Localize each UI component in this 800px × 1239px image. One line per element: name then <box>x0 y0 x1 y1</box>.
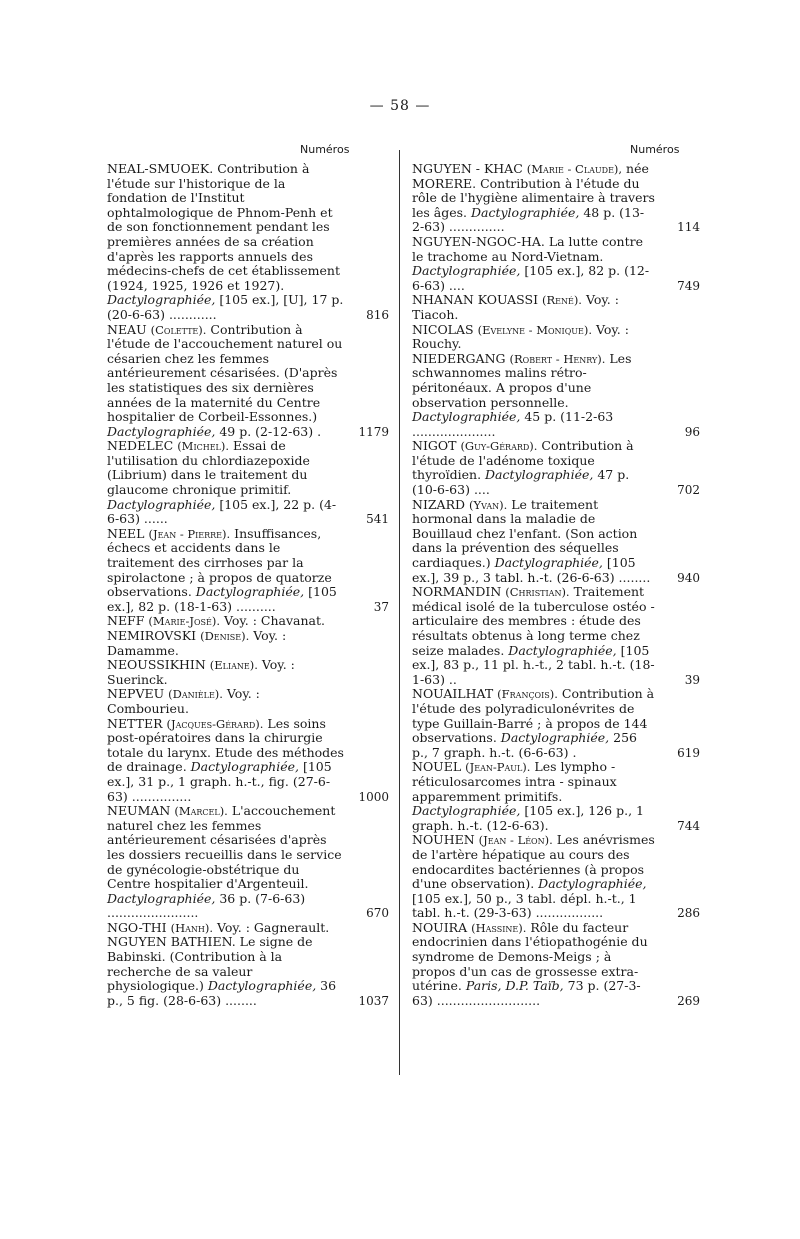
entry-author: NGUYEN - KHAC <box>412 161 523 176</box>
entry-number: 541 <box>366 512 389 527</box>
entry-title: Voy. : Damamme. <box>107 628 287 658</box>
entry-publication: Dactylographiée, <box>412 263 521 279</box>
entry-publication: Dactylographiée, <box>107 496 216 512</box>
entry-firstname: (Jacques-Gérard). <box>166 716 264 731</box>
bibliography-entry <box>412 293 700 322</box>
entry-title: Voy. : Combourieu. <box>107 686 260 716</box>
entry-title: Contribution à l'étude de l'accouchement naturel ou césarien chez les femmes antérieurement césarisées. (D'après les statistiques des six dernières années de la maternité du Centre hospitalier de Corbeil-Essonnes.) <box>107 321 343 425</box>
entry-publication: Dactylographiée, <box>195 584 305 600</box>
entry-author: NHANAN KOUASSI <box>412 292 539 308</box>
entry-author: NOUIRA <box>412 919 468 935</box>
entry-title: Rôle du facteur endocrinien dans l'étiopathogénie du syndrome de Demons-Meigs ; à propos d'un cas de grossesse extra-utérine. <box>412 919 648 994</box>
entry-author: NGUYEN BATHIEN. <box>107 934 236 950</box>
entry-details: 45 p. (11-2-63 ..................... <box>412 409 614 439</box>
bibliography-entry <box>412 498 700 586</box>
bibliography-entry <box>412 352 700 440</box>
entry-author: NOUHEN <box>412 832 475 848</box>
bibliography-entry <box>412 162 700 235</box>
entry-publication: Dactylographiée, <box>494 555 603 571</box>
entry-author: NICOLAS <box>412 321 474 337</box>
entry-title: L'accouchement naturel chez les femmes antérieurement césarisées d'après les dossiers recueillis dans le service de gynécologie-obstétrique du Centre hospitalier d'Argenteuil. <box>107 803 342 892</box>
entry-firstname: (Guy-Gérard). <box>460 439 538 454</box>
entry-title: Voy. : Gagnerault. <box>213 919 330 935</box>
entry-firstname: (Yvan). <box>469 497 508 512</box>
bibliography-entry <box>107 527 389 615</box>
entry-publication: Dactylographiée, <box>107 890 216 906</box>
entry-publication: Paris, D.P. Taïb, <box>465 978 564 994</box>
entry-details: 48 p. (13-2-63) .............. <box>412 204 645 235</box>
entry-author: NORMANDIN <box>412 584 502 600</box>
entry-title: Contribution à l'étude de l'adénome toxique thyroïdien. <box>412 438 634 483</box>
bibliography-entry <box>412 760 700 833</box>
entry-details: [105 ex.], [U], 17 p. (20-6-63) ............ <box>107 292 344 322</box>
entry-details: 73 p. (27-3-63) .......................... <box>412 978 641 1008</box>
entry-author: NEEL <box>107 525 145 541</box>
entry-firstname: (Jean - Pierre). <box>148 526 231 541</box>
entry-author: NOUEL <box>412 759 462 775</box>
entry-title: Les lympho - réticulosarcomes intra - spinaux apparemment primitifs. <box>412 759 617 804</box>
entry-firstname: (Marie - Claude), <box>526 162 623 176</box>
entry-number: 39 <box>684 672 700 687</box>
entry-firstname: (René). <box>542 293 582 308</box>
entry-author: NEDELEC <box>107 438 174 454</box>
entry-title: Essai de l'utilisation du chlordiazepoxide (Librium) dans le traitement du glaucome chronique primitif. <box>107 438 310 498</box>
entry-number: 1000 <box>358 789 389 804</box>
bibliography-entry <box>412 687 700 760</box>
entry-firstname: (Evelyne - Monique). <box>477 322 592 337</box>
entry-title: Les anévrismes de l'artère hépatique au cours des endocardites bactériennes (à propos d'une observation). <box>412 832 655 892</box>
bibliography-entry <box>107 323 389 440</box>
entry-title: Contribution à l'étude des polyradiculonévrites de type Guillain-Barré ; à propos de 144 observations. <box>412 686 655 746</box>
left-column <box>107 162 389 1008</box>
entry-title: Les soins post-opératoires dans la chirurgie totale du larynx. Etude des méthodes de drainage. <box>107 715 344 775</box>
entry-firstname: (Hassine). <box>471 920 527 935</box>
entry-details: 36 p., 5 fig. (28-6-63) ........ <box>107 978 337 1008</box>
entry-firstname: (Hanh). <box>170 920 213 935</box>
column-divider <box>399 150 400 1075</box>
bibliography-entry <box>412 439 700 497</box>
entry-number: 37 <box>373 599 389 614</box>
entry-title: Le traitement hormonal dans la maladie de Bouillaud chez l'enfant. (Son action dans la prévention des séquelles cardiaques.) <box>412 496 638 571</box>
entry-firstname: (Jean-Paul). <box>465 760 531 775</box>
entry-firstname: (Christian). <box>505 585 570 600</box>
entry-title: Insuffisances, échecs et accidents dans le traitement des cirrhoses par la spirolactone ; à propos de quatorze observations. <box>107 525 332 600</box>
entry-details: [105 ex.], 39 p., 3 tabl. h.-t. (26-6-63) ........ <box>412 555 651 585</box>
entry-number: 1179 <box>358 424 389 439</box>
entry-title: Voy. : Tiacoh. <box>412 292 619 322</box>
bibliography-entry <box>412 323 700 352</box>
entry-title: Voy. : Chavanat. <box>220 613 325 629</box>
bibliography-entry <box>107 629 389 658</box>
entry-details: [105 ex.], 31 p., 1 graph. h.-t., fig. (27-6-63) ............... <box>107 759 332 804</box>
entry-publication: Dactylographiée, <box>471 204 580 220</box>
entry-publication: Dactylographiée, <box>107 292 216 308</box>
entry-number: 744 <box>677 818 700 833</box>
entry-firstname: (Marie-José). <box>148 614 220 629</box>
entry-publication: Dactylographiée, <box>485 467 594 483</box>
entry-number: 670 <box>366 906 389 921</box>
entry-firstname: (Michel). <box>177 439 230 454</box>
entry-title: La lutte contre le trachome au Nord-Vietnam. <box>412 233 643 264</box>
entry-author: NIZARD <box>412 496 466 512</box>
bibliography-entry <box>412 921 700 1009</box>
entry-publication: Dactylographiée, <box>107 423 216 439</box>
entry-publication: Dactylographiée, <box>538 876 647 892</box>
entry-details: 47 p. (10-6-63) .... <box>412 467 630 498</box>
entry-firstname: (Danièle). <box>168 687 223 702</box>
entry-title: Les schwannomes malins rétro-péritonéaux. A propos d'une observation personnelle. <box>412 350 632 410</box>
entry-details: 49 p. (2-12-63) . <box>215 423 322 439</box>
bibliography-entry <box>412 833 700 921</box>
entry-details: [105 ex.], 22 p. (4-6-63) ...... <box>107 496 337 527</box>
entry-title: Traitement médical isolé de la tuberculose ostéo - articulaire des membres : étude des résultats obtenus à long terme chez seize malades. <box>412 584 655 658</box>
entry-author: NEAL-SMUOEK. <box>107 161 214 176</box>
entry-author: NEPVEU <box>107 686 165 702</box>
entry-title: Le signe de Babinski. (Contribution à la recherche de sa valeur physiologique.) <box>107 934 313 994</box>
entry-details: 36 p. (7-6-63) ....................... <box>107 890 306 921</box>
entry-title: Contribution à l'étude sur l'historique de la fondation de l'Institut ophtalmologique de Phnom-Penh et de son fonctionnement pendant les premières années de sa création d'après les rapports annuels des médecins-chefs de cet établissement (1924, 1925, 1926 et 1927). <box>107 161 340 293</box>
bibliography-entry <box>107 935 389 1008</box>
right-column <box>412 162 700 1008</box>
entry-firstname: (Colette). <box>150 322 207 337</box>
entry-firstname: (Jean - Léon). <box>478 833 553 848</box>
bibliography-entry <box>107 614 389 629</box>
entry-author: NEAU <box>107 321 147 337</box>
entry-number: 96 <box>684 424 700 439</box>
entry-author: NEOUSSIKHIN <box>107 657 206 673</box>
bibliography-entry <box>107 439 389 527</box>
right-column-heading: Numéros <box>630 143 680 156</box>
entry-number: 1037 <box>358 993 389 1008</box>
entry-firstname: (François). <box>497 687 558 702</box>
entry-author: NEUMAN <box>107 803 171 819</box>
bibliography-entry <box>107 687 389 716</box>
bibliography-entry <box>412 585 700 687</box>
entry-number: 286 <box>677 906 700 921</box>
entry-publication: Dactylographiée, <box>508 642 617 658</box>
entry-publication: Dactylographiée, <box>207 978 317 994</box>
entry-details: [105 ex.], 83 p., 11 pl. h.-t., 2 tabl. h.-t. (18-1-63) .. <box>412 642 655 687</box>
bibliography-entry <box>107 658 389 687</box>
entry-details: 256 p., 7 graph. h.-t. (6-6-63) . <box>412 730 637 760</box>
entry-details: [105 ex.], 82 p. (12-6-63) .... <box>412 263 650 293</box>
entry-author: NOUAILHAT <box>412 686 494 702</box>
entry-author: NGUYEN-NGOC-HA. <box>412 233 545 249</box>
entry-publication: Dactylographiée, <box>412 803 521 819</box>
entry-author: NEFF <box>107 613 145 629</box>
entry-title: Voy. : Rouchy. <box>412 321 629 352</box>
entry-publication: Dactylographiée, <box>190 759 299 775</box>
entry-number: 702 <box>677 483 700 498</box>
entry-firstname: (Eliane). <box>209 658 258 673</box>
bibliography-entry <box>107 804 389 921</box>
entry-publication: Dactylographiée, <box>500 730 610 746</box>
entry-title: née MORERE. Contribution à l'étude du rôle de l'hygiène alimentaire à travers les âges. <box>412 161 655 220</box>
entry-number: 269 <box>677 993 700 1008</box>
page-number: — 58 — <box>369 98 431 114</box>
entry-author: NETTER <box>107 715 163 731</box>
entry-author: NEMIROVSKI <box>107 628 197 643</box>
entry-number: 816 <box>366 307 389 322</box>
entry-details: [105 ex.], 126 p., 1 graph. h.-t. (12-6-63). <box>412 803 644 833</box>
entry-number: 619 <box>677 745 700 760</box>
entry-number: 940 <box>677 570 700 585</box>
entry-firstname: (Marcel). <box>174 804 228 819</box>
entry-number: 749 <box>677 278 700 293</box>
entry-author: NIEDERGANG <box>412 350 506 366</box>
entry-details: [105 ex.], 82 p. (18-1-63) .......... <box>107 584 337 614</box>
entry-publication: Dactylographiée, <box>412 409 521 425</box>
entry-details: [105 ex.], 50 p., 3 tabl. dépl. h.-t., 1 tabl. h.-t. (29-3-63) ................. <box>412 890 637 921</box>
entry-firstname: (Denise). <box>200 629 250 643</box>
bibliography-entry <box>412 235 700 293</box>
entry-title: Voy. : Suerinck. <box>107 657 295 687</box>
bibliography-entry <box>107 162 389 323</box>
left-column-heading: Numéros <box>300 143 350 156</box>
entry-author: NIGOT <box>412 438 457 454</box>
entry-firstname: (Robert - Henry). <box>509 351 606 366</box>
bibliography-entry <box>107 921 389 936</box>
bibliography-entry <box>107 717 389 805</box>
entry-number: 114 <box>677 220 700 235</box>
entry-author: NGO-THI <box>107 919 167 935</box>
